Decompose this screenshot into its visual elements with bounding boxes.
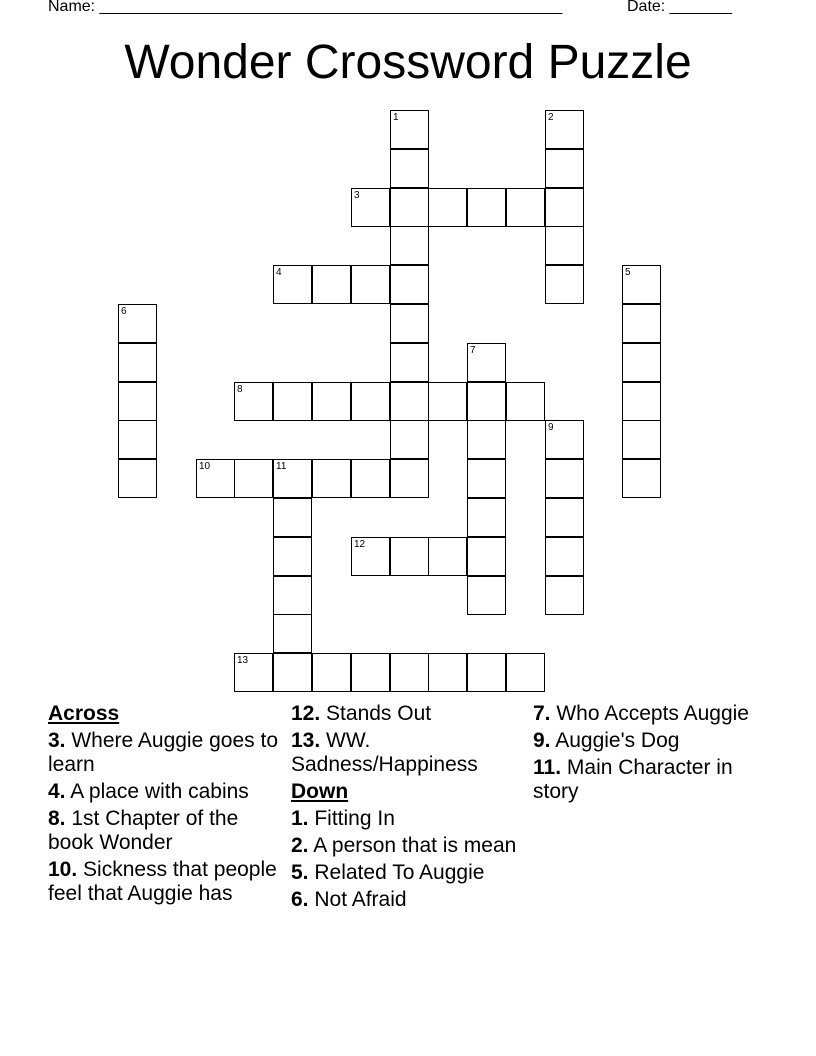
grid-cell[interactable]	[428, 653, 467, 692]
grid-cell[interactable]	[467, 420, 506, 459]
grid-cell[interactable]	[390, 304, 429, 343]
grid-cell[interactable]	[622, 420, 661, 459]
grid-cell[interactable]	[390, 149, 429, 188]
grid-cell[interactable]	[622, 382, 661, 421]
clue-number: 2.	[291, 834, 309, 857]
grid-cell[interactable]	[196, 459, 235, 498]
grid-cell[interactable]	[545, 226, 584, 265]
grid-cell[interactable]	[390, 382, 429, 421]
grid-cell[interactable]	[622, 459, 661, 498]
grid-cell[interactable]	[390, 653, 429, 692]
grid-cell[interactable]	[390, 265, 429, 304]
clue-text: Related To Auggie	[314, 861, 485, 884]
cell-number: 11	[276, 461, 287, 472]
grid-cell[interactable]	[390, 420, 429, 459]
grid-cell[interactable]	[118, 382, 157, 421]
cell-number: 10	[199, 461, 211, 472]
clue-number: 10.	[48, 858, 78, 881]
grid-cell[interactable]	[545, 576, 584, 615]
cell-number: 8	[237, 384, 243, 395]
clue-column-1	[48, 702, 288, 909]
grid-cell[interactable]	[312, 265, 351, 304]
grid-cell[interactable]	[545, 537, 584, 576]
clue-down-7	[533, 702, 773, 726]
grid-cell[interactable]	[273, 498, 312, 537]
grid-cell[interactable]	[351, 265, 390, 304]
clue-number: 4.	[48, 780, 66, 803]
clue-number: 8.	[48, 807, 66, 830]
grid-cell[interactable]	[351, 382, 390, 421]
clue-across-4	[48, 780, 288, 804]
grid-cell[interactable]	[622, 343, 661, 382]
clue-number: 12.	[291, 702, 321, 725]
cell-number: 1	[393, 112, 399, 123]
grid-cell[interactable]	[506, 188, 545, 227]
grid-cell[interactable]	[118, 304, 157, 343]
clue-down-6	[291, 888, 531, 912]
clue-down-5	[291, 861, 531, 885]
grid-cell[interactable]	[273, 614, 312, 653]
clue-text: Not Afraid	[314, 888, 407, 911]
cell-number: 2	[548, 112, 554, 123]
grid-cell[interactable]	[273, 382, 312, 421]
grid-cell[interactable]	[428, 382, 467, 421]
grid-cell[interactable]	[312, 653, 351, 692]
clue-text: WW. Sadness/Happiness	[291, 729, 478, 776]
clue-across-13	[291, 729, 531, 777]
grid-cell[interactable]	[390, 226, 429, 265]
grid-cell[interactable]	[467, 576, 506, 615]
cell-number: 9	[548, 422, 554, 433]
cell-number: 4	[276, 267, 282, 278]
clue-text: Auggie's Dog	[555, 729, 680, 752]
grid-cell[interactable]	[312, 459, 351, 498]
clue-number: 9.	[533, 729, 551, 752]
clue-down-9	[533, 729, 773, 753]
grid-cell[interactable]	[273, 537, 312, 576]
cell-number: 7	[470, 345, 476, 356]
clue-text: Where Auggie goes to learn	[48, 729, 278, 776]
name-field[interactable]: Name: ____________________________________________________	[48, 0, 563, 15]
clue-down-1	[291, 807, 531, 831]
grid-cell[interactable]	[390, 537, 429, 576]
grid-cell[interactable]	[234, 653, 273, 692]
grid-cell[interactable]	[351, 537, 390, 576]
grid-cell[interactable]	[545, 188, 584, 227]
grid-cell[interactable]	[467, 653, 506, 692]
cell-number: 6	[121, 306, 127, 317]
grid-cell[interactable]	[351, 653, 390, 692]
page-title: Wonder Crossword Puzzle	[124, 36, 692, 89]
grid-cell[interactable]	[545, 420, 584, 459]
clue-down-11	[533, 756, 773, 804]
clue-number: 6.	[291, 888, 309, 911]
grid-cell[interactable]	[506, 653, 545, 692]
grid-cell[interactable]	[545, 110, 584, 149]
clue-text: Main Character in story	[533, 756, 733, 803]
grid-cell[interactable]	[467, 382, 506, 421]
clue-text: 1st Chapter of the book Wonder	[48, 807, 239, 854]
grid-cell[interactable]	[312, 382, 351, 421]
grid-cell[interactable]	[467, 537, 506, 576]
grid-cell[interactable]	[545, 149, 584, 188]
clue-across-3	[48, 729, 288, 777]
clue-text: Sickness that people feel that Auggie has	[48, 858, 277, 905]
grid-cell[interactable]	[428, 537, 467, 576]
grid-cell[interactable]	[118, 420, 157, 459]
cell-number: 3	[354, 190, 360, 201]
clue-column-2	[291, 702, 531, 915]
clue-number: 5.	[291, 861, 309, 884]
grid-cell[interactable]	[351, 459, 390, 498]
grid-cell[interactable]	[118, 459, 157, 498]
grid-cell[interactable]	[506, 382, 545, 421]
clue-text: Stands Out	[326, 702, 432, 725]
clue-number: 3.	[48, 729, 66, 752]
clue-number: 11.	[533, 756, 562, 779]
grid-cell[interactable]	[390, 188, 429, 227]
grid-cell[interactable]	[351, 188, 390, 227]
cell-number: 5	[625, 267, 631, 278]
grid-cell[interactable]	[273, 265, 312, 304]
grid-cell[interactable]	[273, 653, 312, 692]
grid-cell[interactable]	[545, 459, 584, 498]
clue-column-3	[533, 702, 773, 807]
clue-number: 13.	[291, 729, 321, 752]
clue-down-2	[291, 834, 531, 858]
grid-cell[interactable]	[234, 382, 273, 421]
clue-across-12	[291, 702, 531, 726]
across-heading: Across	[48, 702, 120, 725]
grid-cell[interactable]	[390, 459, 429, 498]
grid-cell[interactable]	[273, 576, 312, 615]
clue-number: 1.	[291, 807, 309, 830]
grid-cell[interactable]	[622, 265, 661, 304]
grid-cell[interactable]	[545, 265, 584, 304]
grid-cell[interactable]	[428, 188, 467, 227]
grid-cell[interactable]	[118, 343, 157, 382]
grid-cell[interactable]	[390, 110, 429, 149]
clue-text: Who Accepts Auggie	[556, 702, 749, 725]
grid-cell[interactable]	[273, 459, 312, 498]
grid-cell[interactable]	[467, 459, 506, 498]
down-heading: Down	[291, 780, 349, 803]
clue-text: A place with cabins	[70, 780, 249, 803]
grid-cell[interactable]	[545, 498, 584, 537]
date-field[interactable]: Date: _______	[627, 0, 732, 15]
clue-across-10	[48, 858, 288, 906]
clue-text: A person that is mean	[313, 834, 517, 857]
grid-cell[interactable]	[234, 459, 273, 498]
clue-text: Fitting In	[314, 807, 395, 830]
grid-cell[interactable]	[467, 188, 506, 227]
clue-number: 7.	[533, 702, 551, 725]
grid-cell[interactable]	[622, 304, 661, 343]
cell-number: 13	[237, 655, 249, 666]
grid-cell[interactable]	[390, 343, 429, 382]
grid-cell[interactable]	[467, 498, 506, 537]
grid-cell[interactable]	[467, 343, 506, 382]
clue-across-8	[48, 807, 288, 855]
cell-number: 12	[354, 539, 366, 550]
